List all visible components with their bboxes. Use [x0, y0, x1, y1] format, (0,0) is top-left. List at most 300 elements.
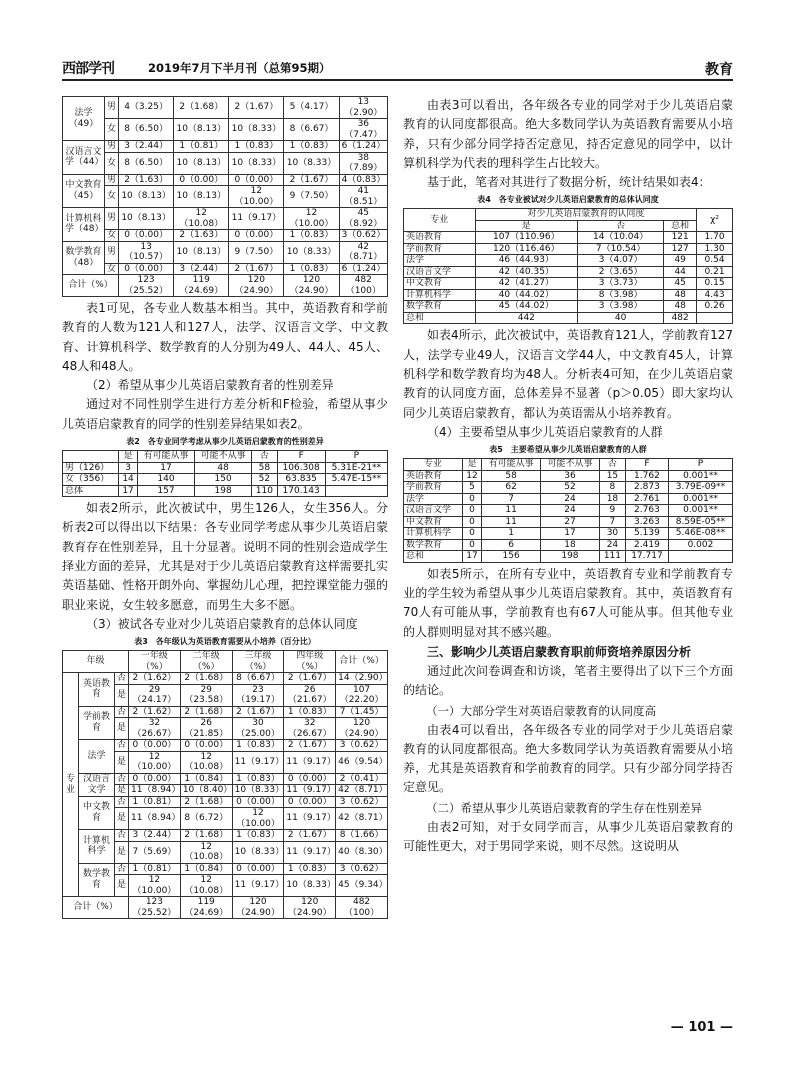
- data-cell: 0.002: [668, 539, 732, 551]
- answer-cell: 否: [115, 740, 129, 752]
- table-row: [63, 740, 388, 752]
- data-cell: 1（0.83）: [232, 773, 284, 785]
- data-cell: 3（0.62）: [336, 863, 388, 875]
- column-header: 是: [462, 459, 481, 471]
- data-cell: [325, 485, 387, 497]
- page-number: — 101 —: [670, 1020, 733, 1035]
- data-cell: 11（8.94）: [129, 785, 181, 797]
- data-cell: 11: [482, 505, 541, 517]
- data-cell: 1: [482, 528, 541, 540]
- data-cell: 58: [252, 462, 277, 474]
- paragraph: 基于此，笔者对其进行了数据分析，统计结果如表4：: [427, 175, 711, 190]
- data-cell: 英语教育: [404, 470, 463, 482]
- data-cell: 1.30: [697, 243, 733, 255]
- table-row: [404, 243, 733, 255]
- data-cell: 156: [482, 551, 541, 563]
- total-cell: 123（25.52）: [119, 275, 174, 297]
- data-cell: 198: [541, 551, 600, 563]
- table-row: [63, 230, 388, 242]
- total-cell: 482（100）: [339, 275, 387, 297]
- data-cell: 2.763: [625, 505, 668, 517]
- data-cell: 45（8.92）: [339, 208, 387, 230]
- major-cell: 法学（49）: [63, 97, 105, 141]
- data-cell: 7: [599, 516, 625, 528]
- table-row: [63, 97, 388, 119]
- answer-cell: 否: [115, 796, 129, 808]
- data-cell: 0（0.00）: [129, 740, 181, 752]
- column-header: χ²: [697, 209, 733, 232]
- major-cell: 计算机科学: [79, 830, 115, 864]
- data-cell: 1（0.83）: [284, 230, 339, 242]
- data-cell: [697, 312, 733, 324]
- right-column: [403, 96, 733, 856]
- data-cell: 12（10.08）: [180, 751, 232, 773]
- column-header: [63, 451, 119, 463]
- major-cell: 中文教育: [79, 796, 115, 830]
- data-cell: 38（7.89）: [339, 152, 387, 174]
- data-cell: 170.143: [277, 485, 325, 497]
- data-cell: 2（1.63）: [119, 174, 174, 186]
- subheading: （3）被试各专业对少儿英语启蒙教育的总体认同度: [86, 616, 358, 631]
- data-cell: 2（1.68）: [180, 796, 232, 808]
- table-2: [62, 450, 388, 497]
- data-cell: 3（2.44）: [119, 141, 174, 153]
- data-cell: 10（8.33）: [284, 152, 339, 174]
- gender-cell: 女: [105, 263, 119, 275]
- data-cell: 121: [664, 232, 697, 244]
- data-cell: 9（7.50）: [284, 186, 339, 208]
- data-cell: 42（41.27）: [475, 278, 578, 290]
- data-cell: 0（0.00）: [232, 796, 284, 808]
- major-cell: 计算机科学（48）: [63, 208, 105, 242]
- paragraph: 通过此次问卷调查和访谈，笔者主要得出了以下三个方面的结论。: [403, 663, 733, 698]
- data-cell: 3（2.44）: [174, 263, 229, 275]
- table-row: [404, 266, 733, 278]
- total-cell: 120（24.90）: [284, 275, 339, 297]
- table-caption: 表5 主要希望从事少儿英语启蒙教育的人群: [489, 445, 647, 455]
- data-cell: 总和: [404, 551, 463, 563]
- table-row: [404, 493, 733, 505]
- column-header: F: [277, 451, 325, 463]
- table-row: [63, 263, 388, 275]
- answer-cell: 否: [115, 706, 129, 718]
- data-cell: 14（10.04）: [578, 232, 664, 244]
- total-cell: 119（24.69）: [174, 275, 229, 297]
- total-cell: 120（24.90）: [229, 275, 284, 297]
- data-cell: 男（126）: [63, 462, 119, 474]
- data-cell: 12（10.00）: [229, 186, 284, 208]
- data-cell: 5.47E-15**: [325, 474, 387, 486]
- table-row: [63, 241, 388, 263]
- data-cell: 1（0.84）: [180, 773, 232, 785]
- data-cell: 107（22.20）: [336, 684, 388, 706]
- major-cell: 汉语言文学（44）: [63, 141, 105, 175]
- data-cell: 12（10.00）: [232, 808, 284, 830]
- data-cell: 法学: [404, 493, 463, 505]
- data-cell: 18: [541, 539, 600, 551]
- data-cell: 0.26: [697, 301, 733, 313]
- data-cell: 44: [664, 266, 697, 278]
- data-cell: 0.54: [697, 255, 733, 267]
- data-cell: 4（3.25）: [119, 97, 174, 119]
- data-cell: 英语教育: [404, 232, 476, 244]
- data-cell: 10（8.13）: [119, 186, 174, 208]
- total-cell: 119（24.69）: [180, 897, 232, 919]
- table-row: [63, 141, 388, 153]
- data-cell: 120（24.90）: [336, 718, 388, 740]
- gender-cell: 男: [105, 174, 119, 186]
- data-cell: 10（8.33）: [229, 119, 284, 141]
- data-cell: 2（1.67）: [232, 706, 284, 718]
- data-cell: 23（19.17）: [232, 684, 284, 706]
- data-cell: 6: [482, 539, 541, 551]
- data-cell: 48: [664, 301, 697, 313]
- data-cell: 5（4.17）: [284, 97, 339, 119]
- data-cell: 2（1.67）: [229, 263, 284, 275]
- table-row: [63, 462, 388, 474]
- column-header: P: [325, 451, 387, 463]
- data-cell: 10（8.40）: [180, 785, 232, 797]
- data-cell: 中文教育: [404, 278, 476, 290]
- data-cell: 14（2.90）: [336, 673, 388, 685]
- data-cell: 1（0.83）: [284, 263, 339, 275]
- subheading: （4）主要希望从事少儿英语启蒙教育的人群: [427, 424, 663, 439]
- data-cell: 120（116.46）: [475, 243, 578, 255]
- data-cell: 42（8.71）: [339, 241, 387, 263]
- data-cell: 107（110.96）: [475, 232, 578, 244]
- data-cell: 0（0.00）: [119, 263, 174, 275]
- data-cell: 女（356）: [63, 474, 119, 486]
- data-cell: 26（21.85）: [180, 718, 232, 740]
- data-cell: 45（9.34）: [336, 875, 388, 897]
- data-cell: 10（8.13）: [119, 208, 174, 230]
- data-cell: 29（23.58）: [180, 684, 232, 706]
- column-header: 是: [475, 220, 578, 232]
- table-row: [63, 208, 388, 230]
- data-cell: 30: [599, 528, 625, 540]
- data-cell: 0.21: [697, 266, 733, 278]
- table-row: [404, 551, 733, 563]
- data-cell: 1.70: [697, 232, 733, 244]
- data-cell: 1（0.81）: [174, 141, 229, 153]
- data-cell: 1（0.83）: [284, 863, 336, 875]
- data-cell: 111: [599, 551, 625, 563]
- data-cell: 2（1.67）: [284, 830, 336, 842]
- data-cell: 8: [599, 482, 625, 494]
- data-cell: [668, 551, 732, 563]
- data-cell: 0.001**: [668, 505, 732, 517]
- table-row: [63, 773, 388, 785]
- total-label: 合计（%）: [63, 897, 129, 919]
- table-row: [63, 863, 388, 875]
- data-cell: 198: [195, 485, 252, 497]
- data-cell: 数学教育: [404, 301, 476, 313]
- column-header: 否: [599, 459, 625, 471]
- data-cell: 41（8.51）: [339, 186, 387, 208]
- data-cell: 9（7.50）: [229, 241, 284, 263]
- issue-info: 2019年7月下半月刊（总第95期）: [148, 61, 331, 75]
- data-cell: 0: [462, 505, 481, 517]
- table-row: [63, 152, 388, 174]
- data-cell: 2（1.62）: [129, 706, 181, 718]
- column-header: 总和: [664, 220, 697, 232]
- table-row: [404, 278, 733, 290]
- data-cell: 30（25.00）: [232, 718, 284, 740]
- gender-cell: 女: [105, 119, 119, 141]
- data-cell: 2（1.67）: [229, 97, 284, 119]
- major-cell: 中文教育（45）: [63, 174, 105, 208]
- paragraph: 由表3可以看出，各年级各专业的同学对于少儿英语启蒙教育的认同度都很高。绝大多数同学认为英语教育需要从小培养，只有少部分同学持否定意见，持否定意见的同学中，以计算机科学为代表的理科学生占比较大。: [403, 98, 733, 170]
- data-cell: 2（1.68）: [180, 706, 232, 718]
- data-cell: 6（1.24）: [339, 263, 387, 275]
- paragraph: 如表2所示，此次被试中，男生126人，女生356人。分析表2可以得出以下结果：各专业同学考虑从事少儿英语启蒙教育存在性别差异，且十分显著。说明不同的性别会造成学生择业方面的差异，尤其是对于少儿英语启蒙教育这样需要扎实英语基础、性格开朗外向、掌握幼儿心理，把控课堂能力强的职业来说，女生较多愿意，而男生大多不愿。: [62, 501, 388, 612]
- answer-cell: 否: [115, 773, 129, 785]
- data-cell: 12（10.00）: [129, 875, 181, 897]
- major-cell: 法学: [79, 740, 115, 774]
- journal-logo: 西部学刊: [62, 61, 114, 77]
- answer-cell: 是: [115, 808, 129, 830]
- column-header: 二年级（%）: [180, 651, 232, 673]
- column-header: 可能不从事: [541, 459, 600, 471]
- data-cell: 49: [664, 255, 697, 267]
- answer-cell: 是: [115, 875, 129, 897]
- major-cell: 数学教育（48）: [63, 241, 105, 275]
- data-cell: 8（6.67）: [284, 119, 339, 141]
- table-row: [63, 673, 388, 685]
- data-cell: 42（8.71）: [336, 785, 388, 797]
- data-cell: 140: [137, 474, 194, 486]
- data-cell: 5.139: [625, 528, 668, 540]
- data-cell: 11（9.17）: [284, 841, 336, 863]
- data-cell: 63.835: [277, 474, 325, 486]
- gender-cell: 女: [105, 152, 119, 174]
- table-row: [63, 706, 388, 718]
- data-cell: 2（0.41）: [336, 773, 388, 785]
- column-header: 有可能从事: [482, 459, 541, 471]
- paragraph: 如表4所示，此次被试中，英语教育121人，学前教育127人，法学专业49人，汉语言文学44人，中文教育45人，计算机科学和数学教育均为48人。分析表4可知，在少儿英语启蒙教育的认同度方面，总体差异不显著（p＞0.05）即大家均认同少儿英语启蒙教育，都认为英语需从小培养教育。: [403, 328, 733, 420]
- total-cell: 482（100）: [336, 897, 388, 919]
- data-cell: 106.308: [277, 462, 325, 474]
- data-cell: 0（0.00）: [119, 230, 174, 242]
- answer-cell: 是: [115, 684, 129, 706]
- data-cell: 汉语言文学: [404, 266, 476, 278]
- data-cell: 14: [119, 474, 138, 486]
- data-cell: 11（9.17）: [229, 208, 284, 230]
- data-cell: 2（1.68）: [180, 673, 232, 685]
- data-cell: 0（0.00）: [284, 796, 336, 808]
- table-row: [404, 482, 733, 494]
- data-cell: 12: [462, 470, 481, 482]
- data-cell: 40（8.30）: [336, 841, 388, 863]
- left-column: [62, 96, 388, 919]
- data-cell: 36（7.47）: [339, 119, 387, 141]
- data-cell: 8（6.67）: [232, 673, 284, 685]
- data-cell: 32（26.67）: [284, 718, 336, 740]
- paragraph: 如表5所示，在所有专业中，英语教育专业和学前教育专业的学生较为希望从事少儿英语启蒙教育。其中，英语教育有70人有可能从事，学前教育也有67人可能从事。但其他专业的人群则明显对其不感兴趣。: [403, 566, 733, 639]
- data-cell: 总体: [63, 485, 119, 497]
- gender-cell: 男: [105, 97, 119, 119]
- data-cell: 6（1.24）: [339, 141, 387, 153]
- data-cell: 10（8.33）: [284, 241, 339, 263]
- paragraph: 由表4可以看出，各年级各专业的同学对于少儿英语启蒙教育的认同度都很高。绝大多数同学认为英语教育需要从小培养，尤其是英语教育和学前教育的同学。只有少部分同学持否定意见。: [403, 722, 733, 795]
- data-cell: 1（0.83）: [229, 141, 284, 153]
- data-cell: 0.001**: [668, 470, 732, 482]
- column-header: 合计（%）: [336, 651, 388, 673]
- data-cell: 11（9.17）: [232, 751, 284, 773]
- data-cell: 2（1.67）: [284, 673, 336, 685]
- table-row: [63, 796, 388, 808]
- data-cell: 计算机科学: [404, 289, 476, 301]
- data-cell: 10（8.13）: [174, 119, 229, 141]
- table-row: [63, 174, 388, 186]
- table-caption: 表3 各年级认为英语教育需要从小培养（百分比）: [134, 637, 316, 647]
- data-cell: 52: [541, 482, 600, 494]
- data-cell: 2（1.67）: [284, 174, 339, 186]
- data-cell: 总和: [404, 312, 476, 324]
- header-row: [404, 209, 733, 221]
- table-row: [404, 289, 733, 301]
- data-cell: 2.761: [625, 493, 668, 505]
- column-header: 一年级（%）: [129, 651, 181, 673]
- column-header: 对少儿英语启蒙教育的认同度: [475, 209, 697, 221]
- data-cell: 数学教育: [404, 539, 463, 551]
- gender-cell: 男: [105, 141, 119, 153]
- data-cell: 5.31E-21**: [325, 462, 387, 474]
- data-cell: 42（40.35）: [475, 266, 578, 278]
- data-cell: 4.43: [697, 289, 733, 301]
- column-header: 年级: [63, 651, 129, 673]
- total-cell: 120（24.90）: [232, 897, 284, 919]
- subheading: （2）希望从事少儿英语启蒙教育者的性别差异: [86, 378, 334, 393]
- column-header: 三年级（%）: [232, 651, 284, 673]
- data-cell: 1（0.84）: [180, 863, 232, 875]
- data-cell: 10（8.13）: [174, 241, 229, 263]
- data-cell: 11（9.17）: [284, 808, 336, 830]
- paragraph: 表1可见，各专业人数基本相当。其中，英语教育和学前教育的人数为121人和127人，法学、汉语言文学、中文教育、计算机科学、数学教育的人分别为49人、44人、45人、48人和48人。: [62, 301, 388, 373]
- data-cell: 10（8.33）: [284, 875, 336, 897]
- table-row: [63, 474, 388, 486]
- data-cell: 1（0.83）: [232, 740, 284, 752]
- data-cell: 26（21.67）: [284, 684, 336, 706]
- table-caption: 表4 各专业被试对少儿英语启蒙教育的总体认同度: [477, 195, 659, 205]
- data-cell: 9: [599, 505, 625, 517]
- data-cell: 10（8.13）: [174, 186, 229, 208]
- paragraph: 通过对不同性别学生进行方差分析和F检验，希望从事少儿英语启蒙教育的同学的性别差异结果如表2。: [62, 397, 388, 431]
- answer-cell: 否: [115, 673, 129, 685]
- data-cell: 学前教育: [404, 482, 463, 494]
- table-row: [404, 470, 733, 482]
- data-cell: 3: [119, 462, 138, 474]
- table-row: [404, 232, 733, 244]
- data-cell: 2（1.63）: [174, 230, 229, 242]
- data-cell: 12（10.08）: [180, 875, 232, 897]
- table-row: [404, 539, 733, 551]
- data-cell: 8（3.98）: [578, 289, 664, 301]
- data-cell: 29（24.17）: [129, 684, 181, 706]
- data-cell: 0（0.00）: [232, 863, 284, 875]
- data-cell: 18: [599, 493, 625, 505]
- data-cell: 学前教育: [404, 243, 476, 255]
- running-header: [62, 56, 733, 80]
- data-cell: 10（8.33）: [232, 785, 284, 797]
- answer-cell: 是: [115, 751, 129, 773]
- header-rule: [62, 79, 733, 81]
- table-row: [404, 312, 733, 324]
- data-cell: 48: [664, 289, 697, 301]
- data-cell: 0.15: [697, 278, 733, 290]
- subheading: （一）大部分学生对英语启蒙教育的认同度高: [426, 703, 656, 718]
- data-cell: 7（5.69）: [129, 841, 181, 863]
- data-cell: 0: [462, 516, 481, 528]
- data-cell: 2.419: [625, 539, 668, 551]
- data-cell: 24: [599, 539, 625, 551]
- data-cell: 2（1.62）: [129, 673, 181, 685]
- data-cell: 0（0.00）: [174, 174, 229, 186]
- answer-cell: 是: [115, 841, 129, 863]
- data-cell: 1.762: [625, 470, 668, 482]
- data-cell: 3（0.62）: [336, 740, 388, 752]
- data-cell: 40: [578, 312, 664, 324]
- total-label: 合计（%）: [63, 275, 119, 297]
- data-cell: 10（8.33）: [232, 841, 284, 863]
- data-cell: 3（0.62）: [339, 230, 387, 242]
- data-cell: 1（0.81）: [129, 863, 181, 875]
- data-cell: 17: [462, 551, 481, 563]
- data-cell: 11（9.17）: [232, 875, 284, 897]
- data-cell: 12（10.00）: [284, 208, 339, 230]
- gender-cell: 男: [105, 241, 119, 263]
- column-header: 否: [252, 451, 277, 463]
- data-cell: 3（3.98）: [578, 301, 664, 313]
- data-cell: 0（0.00）: [229, 174, 284, 186]
- table-1: [62, 96, 388, 297]
- data-cell: 13（2.90）: [339, 97, 387, 119]
- table-caption: 表2 各专业同学考虑从事少儿英语启蒙教育的性别差异: [126, 437, 324, 447]
- data-cell: 0: [462, 528, 481, 540]
- data-cell: 11（9.17）: [284, 785, 336, 797]
- data-cell: 0: [462, 539, 481, 551]
- side-label: 专业: [63, 673, 79, 897]
- data-cell: 法学: [404, 255, 476, 267]
- column-header: F: [625, 459, 668, 471]
- table-row: [404, 255, 733, 267]
- table-row: [404, 505, 733, 517]
- data-cell: 0（0.00）: [180, 740, 232, 752]
- data-cell: 127: [664, 243, 697, 255]
- data-cell: 3（3.73）: [578, 278, 664, 290]
- data-cell: 46（9.54）: [336, 751, 388, 773]
- data-cell: 3.263: [625, 516, 668, 528]
- data-cell: 2（1.68）: [174, 97, 229, 119]
- table-row: [63, 485, 388, 497]
- data-cell: 27: [541, 516, 600, 528]
- data-cell: 12（10.00）: [129, 751, 181, 773]
- data-cell: 17: [119, 485, 138, 497]
- table-row: [404, 528, 733, 540]
- data-cell: 40（44.02）: [475, 289, 578, 301]
- table-total-row: [63, 275, 388, 297]
- table-total-row: [63, 897, 388, 919]
- data-cell: 2（1.67）: [284, 740, 336, 752]
- gender-cell: 女: [105, 186, 119, 208]
- column-header: P: [668, 459, 732, 471]
- data-cell: 4（0.83）: [339, 174, 387, 186]
- table-row: [63, 830, 388, 842]
- data-cell: 7: [482, 493, 541, 505]
- data-cell: 3（0.62）: [336, 796, 388, 808]
- data-cell: 17: [137, 462, 194, 474]
- data-cell: 15: [599, 470, 625, 482]
